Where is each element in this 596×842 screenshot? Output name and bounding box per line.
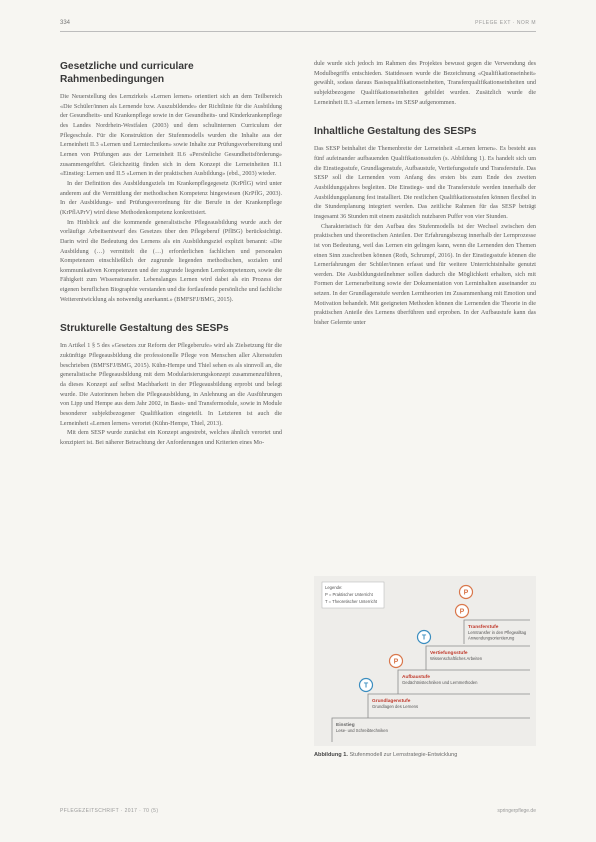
- staircase-diagram: [314, 576, 536, 746]
- marker-letter: P: [463, 589, 469, 597]
- section-heading-content: Inhaltliche Gestaltung des SESPs: [314, 126, 477, 138]
- paragraph: dule wurde sich jedoch im Rahmen des Projektes bewusst gegen die Verwendung des Modulbegriffs entschieden. Stattdessen wurde die Bezeichnung «Qualifikationseinheit» gewählt, sodass daraus Basisqualifikationseinheiten, Transferqualifikationseinheiten und subjektbezogene Qualifikationseinheiten gebildet wurden. Zusätzlich wurde die Lerneinheit II.3 «Lernen lernen» im SESP aufgenommen.: [314, 61, 536, 106]
- marker-letter: P: [393, 658, 399, 666]
- step-title: Aufbaustufe: [402, 675, 430, 680]
- paragraph: Charakteristisch für den Aufbau des Stufenmodells ist der Wechsel zwischen den praktischen und theoretischen Anteilen. Der Erfahrungsbezug innerhalb der Lernprozesse ist von Bedeutung, weil das Lernen ein gelingen kann, wenn die Lernenden den Themen einen Sinn zuschreiben können (Roth, Schrumpf, 2016). In der Einstiegsstufe können die Lernerfahrungen der Schüler/innen erfasst und für weitere Unterrichtsinhalte genutzt werden. Die Ausbildungsteilnehmer sollen dadurch die Möglichkeit erhalten, sich mit Formen der Lernerarbeitung sowie der Dokumentation von Lerninhalten auseinander zu setzen. In der Grundlagenstufe werden Lerntheorien im Zusammenhang mit Emotion und Motivation behandelt. Mit geeigneten Methoden können die Lernenden die Theorie in die praktischen Anteile des Lernens überführen und erproben. In der Aufbaustufe kann das bisher Gelernte unter: [314, 223, 536, 327]
- paragraph: In der Definition des Ausbildungsziels im Krankenpflegegesetz (KrPflG) wird unter anderem auf die Vermittlung der methodischen Kompetenz hingewiesen (KrPflG, 2003). In der Ausbildungs- und Prüfungsverordnung für die Berufe in der Krankenpflege (KrPflAPrV) wird diese Methodenkompetenz konkretisiert.: [60, 180, 282, 216]
- step-subtitle: Wissenschaftliches Arbeiten: [430, 656, 483, 661]
- step-subtitle: Lese- und Schreibtechniken: [336, 728, 388, 733]
- step-subtitle: Gedächtnistechniken und Lernmethoden: [402, 680, 478, 685]
- staircase-figure: [314, 576, 536, 746]
- section-heading-structure: Strukturelle Gestaltung des SESPs: [60, 323, 229, 335]
- header-rule: [60, 31, 536, 32]
- step-title: Einstieg: [336, 723, 355, 728]
- page-number: 334: [60, 20, 71, 26]
- figure-caption: [314, 751, 536, 759]
- marker-letter: P: [459, 608, 465, 616]
- footer-site: springerpflege.de: [497, 808, 536, 814]
- paragraph: Die Neuerstellung des Lernzirkels «Lernen lernen» orientiert sich an dem Teilbereich «Die Schüler/innen als Lernende bzw. Auszubildende» der Richtlinie für die Ausbildung der Gesundheits- und Krankenpflege sowie in der Gesundheits- und Kinderkrankenpflege des Landes Nordrhein-Westfalen (2003) und dem schulinternen Curriculum der Pflegeschule. Für die Konstruktion der Stufenmodells wurden die Inhalte aus der Lerneinheit II.3 «Lernen und Lerntechniken» sowie Inhalte zur Prüfungsvorbereitung und Lernen von Prüfungen aus der Lerneinheit II.6 «Persönliche Gesundheitsförderung» zusammengeführt. Gleichzeitig finden sich in dem Konzept die Lerneinheiten II.1 «Einstieg: Lernen und II.5 «Lernen in der praktischen Ausbildung» (ebd., 2003) wieder.: [60, 94, 282, 178]
- marker-letter: T: [363, 682, 369, 690]
- step-subtitle: Lerntransfer in den Pflegealltag: [468, 630, 527, 635]
- paragraph: Im Artikel 1 § 5 des «Gesetzes zur Reform der Pflegeberufe» wird als Zielsetzung für die zukünftige Pflegeausbildung die professionelle Pflege von Menschen aller Altersstufen beschrieben (BMFSFJ/BMG, 2015). Kühn-Hempe und Thiel sehen es als sinnvoll an, die generalistische Pflegeausbildung mit dem Modularisierungskonzept zusammenzuführen, da dieses Konzept auf selbst Machbarkeit in der Pflegeausbildung erprobt und belegt wurde. Die Autorinnen heben die Pflegeausbildung, in Anlehnung an die Ausführungen von Lipp und Hempe aus dem Jahr 2002, in Basis- und Transfermodule, sowie in Module besonderer subjektbezogener Qualifikation eingeteilt. In Letzteren ist auch die Lerneinheit «Lernen lernen» verortet (Kühn-Hempe, Thiel, 2013).: [60, 343, 282, 427]
- step-subtitle: Grundlagen des Lernens: [372, 704, 419, 709]
- step-title: Vertiefungsstufe: [430, 651, 468, 656]
- legend-entry: P = Praktischer Unterricht: [325, 592, 373, 597]
- legend-entry: T = Theoretischer Unterricht: [325, 599, 378, 604]
- right-column: [314, 60, 536, 329]
- marker-letter: T: [421, 634, 427, 642]
- caption-text: Stufenmodell zur Lernstrategie-Entwicklung: [349, 752, 458, 758]
- footer-journal: PFLEGEZEITSCHRIFT · 2017 · 70 (5): [60, 808, 159, 814]
- step-title: Transferstufe: [468, 625, 499, 630]
- caption-label: Abbildung 1.: [314, 752, 348, 758]
- paragraph: Im Hinblick auf die kommende generalistische Pflegeausbildung wurde auch der vorläufige Arbeitsentwurf des Gesetzes über den Pflegeberuf (PflBG) berücksichtigt. Darin wird die Bedeutung des Lernens als ein Ausbildungsziel explizit benannt: «Die Ausbildung (…) vermittelt die (…) erforderlichen fachlichen und personalen Kompetenzen einschließlich der zugrunde liegenden methodischen, sozialen und kommunikativen Kompetenzen und der zugrunde liegenden Lernkompetenzen, sowie die Fähigkeit zum Wissenstransfer. Lebenslanges Lernen wird dabei als ein Prozess der eigenen beruflichen Biographie verstanden und die fortlaufende persönliche und fachliche Weiterentwicklung als notwendig anerkannt.» (BMFSFJ/BMG, 2015).: [60, 219, 282, 303]
- left-column: [60, 60, 282, 449]
- step-title: Grundlagenstufe: [372, 699, 411, 704]
- paragraph: Das SESP beinhaltet die Themenbreite der Lerneinheit «Lernen lernen». Es besteht aus fünf aufeinander aufbauenden Qualifikationsstufen (s. Abbildung 1). Es handelt sich um die Einstiegsstufe, Grundlagenstufe, Aufbaustufe, Vertiefungsstufe und Transferstufe. Das SESP soll die Lernenden vom Anfang des ersten bis zum Ende des zweiten Ausbildungsjahres begleiten. Die Einstiegs- und die Transferstufe werden innerhalb der Ausbildungsplanung fest installiert. Die restlichen Qualifikationsstufen können flexibel in die Stundenplanung integriert werden. Das zeitliche Rahmen für das SESP beträgt insgesamt 36 Stunden mit einem zusätzlich nutzbaren Puffer von vier Stunden.: [314, 146, 536, 220]
- section-heading-legal: Gesetzliche und curriculare Rahmenbedingungen: [60, 61, 194, 85]
- running-head: PFLEGE EXT · NOR M: [475, 20, 536, 26]
- paragraph: Mit dem SESP wurde zunächst ein Konzept angestrebt, welches ähnlich verortet und konzipiert ist. Bei näherer Betrachtung der Anforderungen und Kriterien eines Mo-: [60, 430, 282, 446]
- step-subtitle: Anwendungsorientierung: [468, 635, 515, 641]
- legend-title: Legende:: [325, 585, 343, 590]
